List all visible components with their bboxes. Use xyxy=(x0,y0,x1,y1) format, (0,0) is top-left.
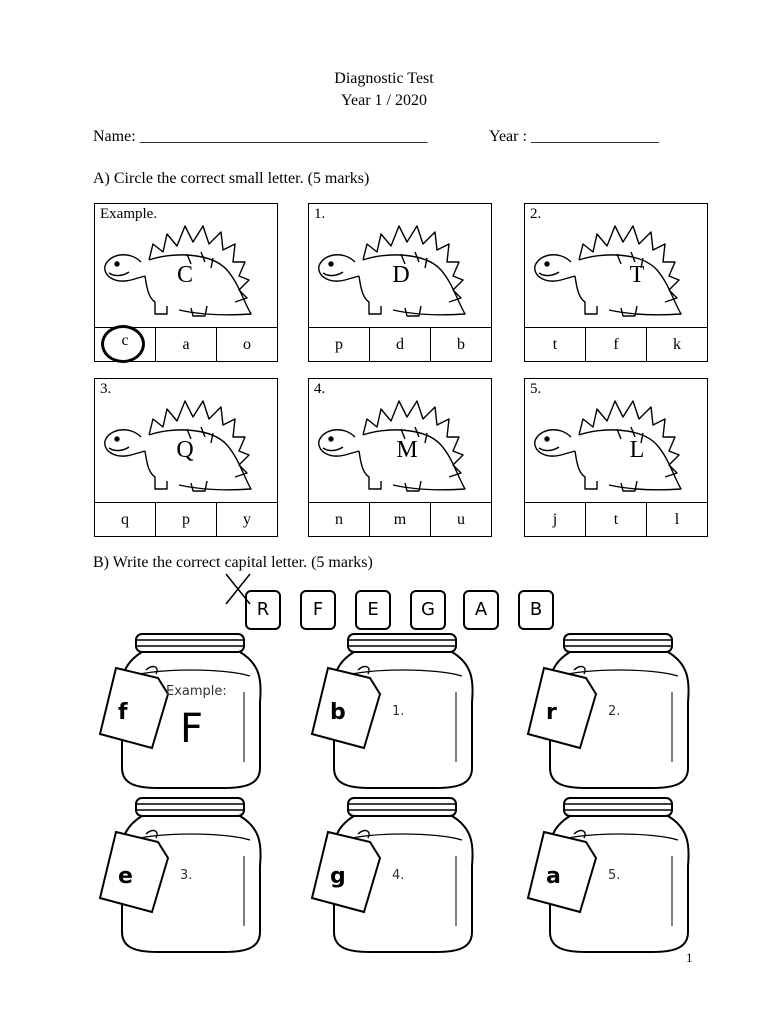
capital-letter: L xyxy=(629,437,645,463)
dino-card xyxy=(524,203,708,362)
capital-letter: T xyxy=(629,262,645,288)
letter-option[interactable] xyxy=(95,328,155,361)
option-letter: b xyxy=(457,336,465,353)
letter-option[interactable] xyxy=(155,328,216,361)
jar xyxy=(546,796,692,956)
letter-option[interactable] xyxy=(585,328,646,361)
jar-label: 2. xyxy=(608,704,621,719)
capital-letter: D xyxy=(392,262,410,288)
section-b-heading: B) Write the correct capital letter. (5 marks) xyxy=(93,554,373,571)
jar xyxy=(118,796,264,956)
dino-card xyxy=(94,203,278,362)
letter-option[interactable] xyxy=(309,503,369,536)
answer-area[interactable] xyxy=(400,722,450,762)
option-letter: t xyxy=(552,336,558,353)
option-letter: f xyxy=(613,336,619,353)
tag-icon xyxy=(524,828,604,918)
tag-letter: g xyxy=(330,864,346,889)
test-subtitle: Year 1 / 2020 xyxy=(341,92,427,109)
letter-option[interactable] xyxy=(309,328,369,361)
jar-label: 3. xyxy=(180,868,193,883)
tag-icon xyxy=(96,828,176,918)
dino-card xyxy=(308,378,492,537)
option-letter: k xyxy=(673,336,681,353)
page-number: 1 xyxy=(686,950,693,965)
letter-options xyxy=(525,502,707,536)
letter-option[interactable] xyxy=(95,503,155,536)
answer-circle xyxy=(101,325,145,363)
capital-letter: C xyxy=(176,262,193,288)
option-letter: t xyxy=(613,511,619,528)
dino-card xyxy=(524,378,708,537)
letter-options xyxy=(309,327,491,361)
jar xyxy=(330,632,476,792)
answer-area[interactable] xyxy=(616,886,666,926)
capital-letter: M xyxy=(396,437,418,463)
letter-option[interactable] xyxy=(369,503,430,536)
written-answer[interactable]: F xyxy=(180,706,204,752)
letter-option[interactable] xyxy=(525,503,585,536)
option-letter: y xyxy=(243,511,251,528)
option-letter: p xyxy=(335,336,343,353)
dino-card xyxy=(308,203,492,362)
option-letter: d xyxy=(396,336,404,353)
letter-options xyxy=(525,327,707,361)
letter-tile: E xyxy=(355,590,391,630)
option-letter: p xyxy=(182,511,190,528)
dino-card xyxy=(94,378,278,537)
capital-letter: Q xyxy=(176,437,194,463)
letter-tile: R xyxy=(245,590,281,630)
option-letter: o xyxy=(243,336,251,353)
letter-option[interactable] xyxy=(155,503,216,536)
letter-option[interactable] xyxy=(585,503,646,536)
jar xyxy=(330,796,476,956)
card-label: 5. xyxy=(530,381,542,397)
letter-tile: B xyxy=(518,590,554,630)
letter-tile: F xyxy=(300,590,336,630)
option-letter: u xyxy=(457,511,465,528)
answer-area[interactable] xyxy=(188,886,238,926)
dinosaur-icon xyxy=(531,393,701,503)
letter-option[interactable] xyxy=(369,328,430,361)
jar xyxy=(546,632,692,792)
letter-tile: A xyxy=(463,590,499,630)
letter-option[interactable] xyxy=(646,503,707,536)
card-label: 2. xyxy=(530,206,542,222)
card-label: 3. xyxy=(100,381,112,397)
tag-letter: f xyxy=(118,700,128,725)
answer-area[interactable] xyxy=(616,722,666,762)
section-a-heading: A) Circle the correct small letter. (5 marks) xyxy=(93,170,370,187)
tag-letter: e xyxy=(118,864,133,889)
option-letter: c xyxy=(121,332,129,349)
option-letter: l xyxy=(674,511,680,528)
tag-letter: b xyxy=(330,700,346,725)
letter-option[interactable] xyxy=(216,328,277,361)
option-letter: q xyxy=(121,511,129,528)
letter-option[interactable] xyxy=(430,503,491,536)
option-letter: n xyxy=(335,511,343,528)
jar-label: 5. xyxy=(608,868,621,883)
letter-option[interactable] xyxy=(525,328,585,361)
tag-letter: r xyxy=(546,700,557,725)
card-label: 4. xyxy=(314,381,326,397)
tag-icon xyxy=(308,664,388,754)
letter-option[interactable] xyxy=(646,328,707,361)
dinosaur-icon xyxy=(531,218,701,328)
tag-letter: a xyxy=(546,864,561,889)
tag-icon xyxy=(96,664,176,754)
year-field[interactable]: Year : ________________ xyxy=(489,128,659,145)
jar xyxy=(118,632,264,792)
jar-label: 4. xyxy=(392,868,405,883)
letter-option[interactable] xyxy=(216,503,277,536)
option-letter: j xyxy=(552,511,558,528)
letter-option[interactable] xyxy=(430,328,491,361)
name-field[interactable]: Name: ____________________________________ xyxy=(93,128,428,145)
option-letter: m xyxy=(393,511,407,528)
card-label: 1. xyxy=(314,206,326,222)
card-label: Example. xyxy=(100,206,158,222)
jar-label: Example: xyxy=(166,684,227,699)
letter-options xyxy=(309,502,491,536)
letter-tile: G xyxy=(410,590,446,630)
option-letter: a xyxy=(182,336,190,353)
letter-options xyxy=(95,327,277,361)
answer-area[interactable] xyxy=(400,886,450,926)
tag-icon xyxy=(308,828,388,918)
jar-label: 1. xyxy=(392,704,405,719)
letter-options xyxy=(95,502,277,536)
tag-icon xyxy=(524,664,604,754)
test-title: Diagnostic Test xyxy=(334,70,434,87)
